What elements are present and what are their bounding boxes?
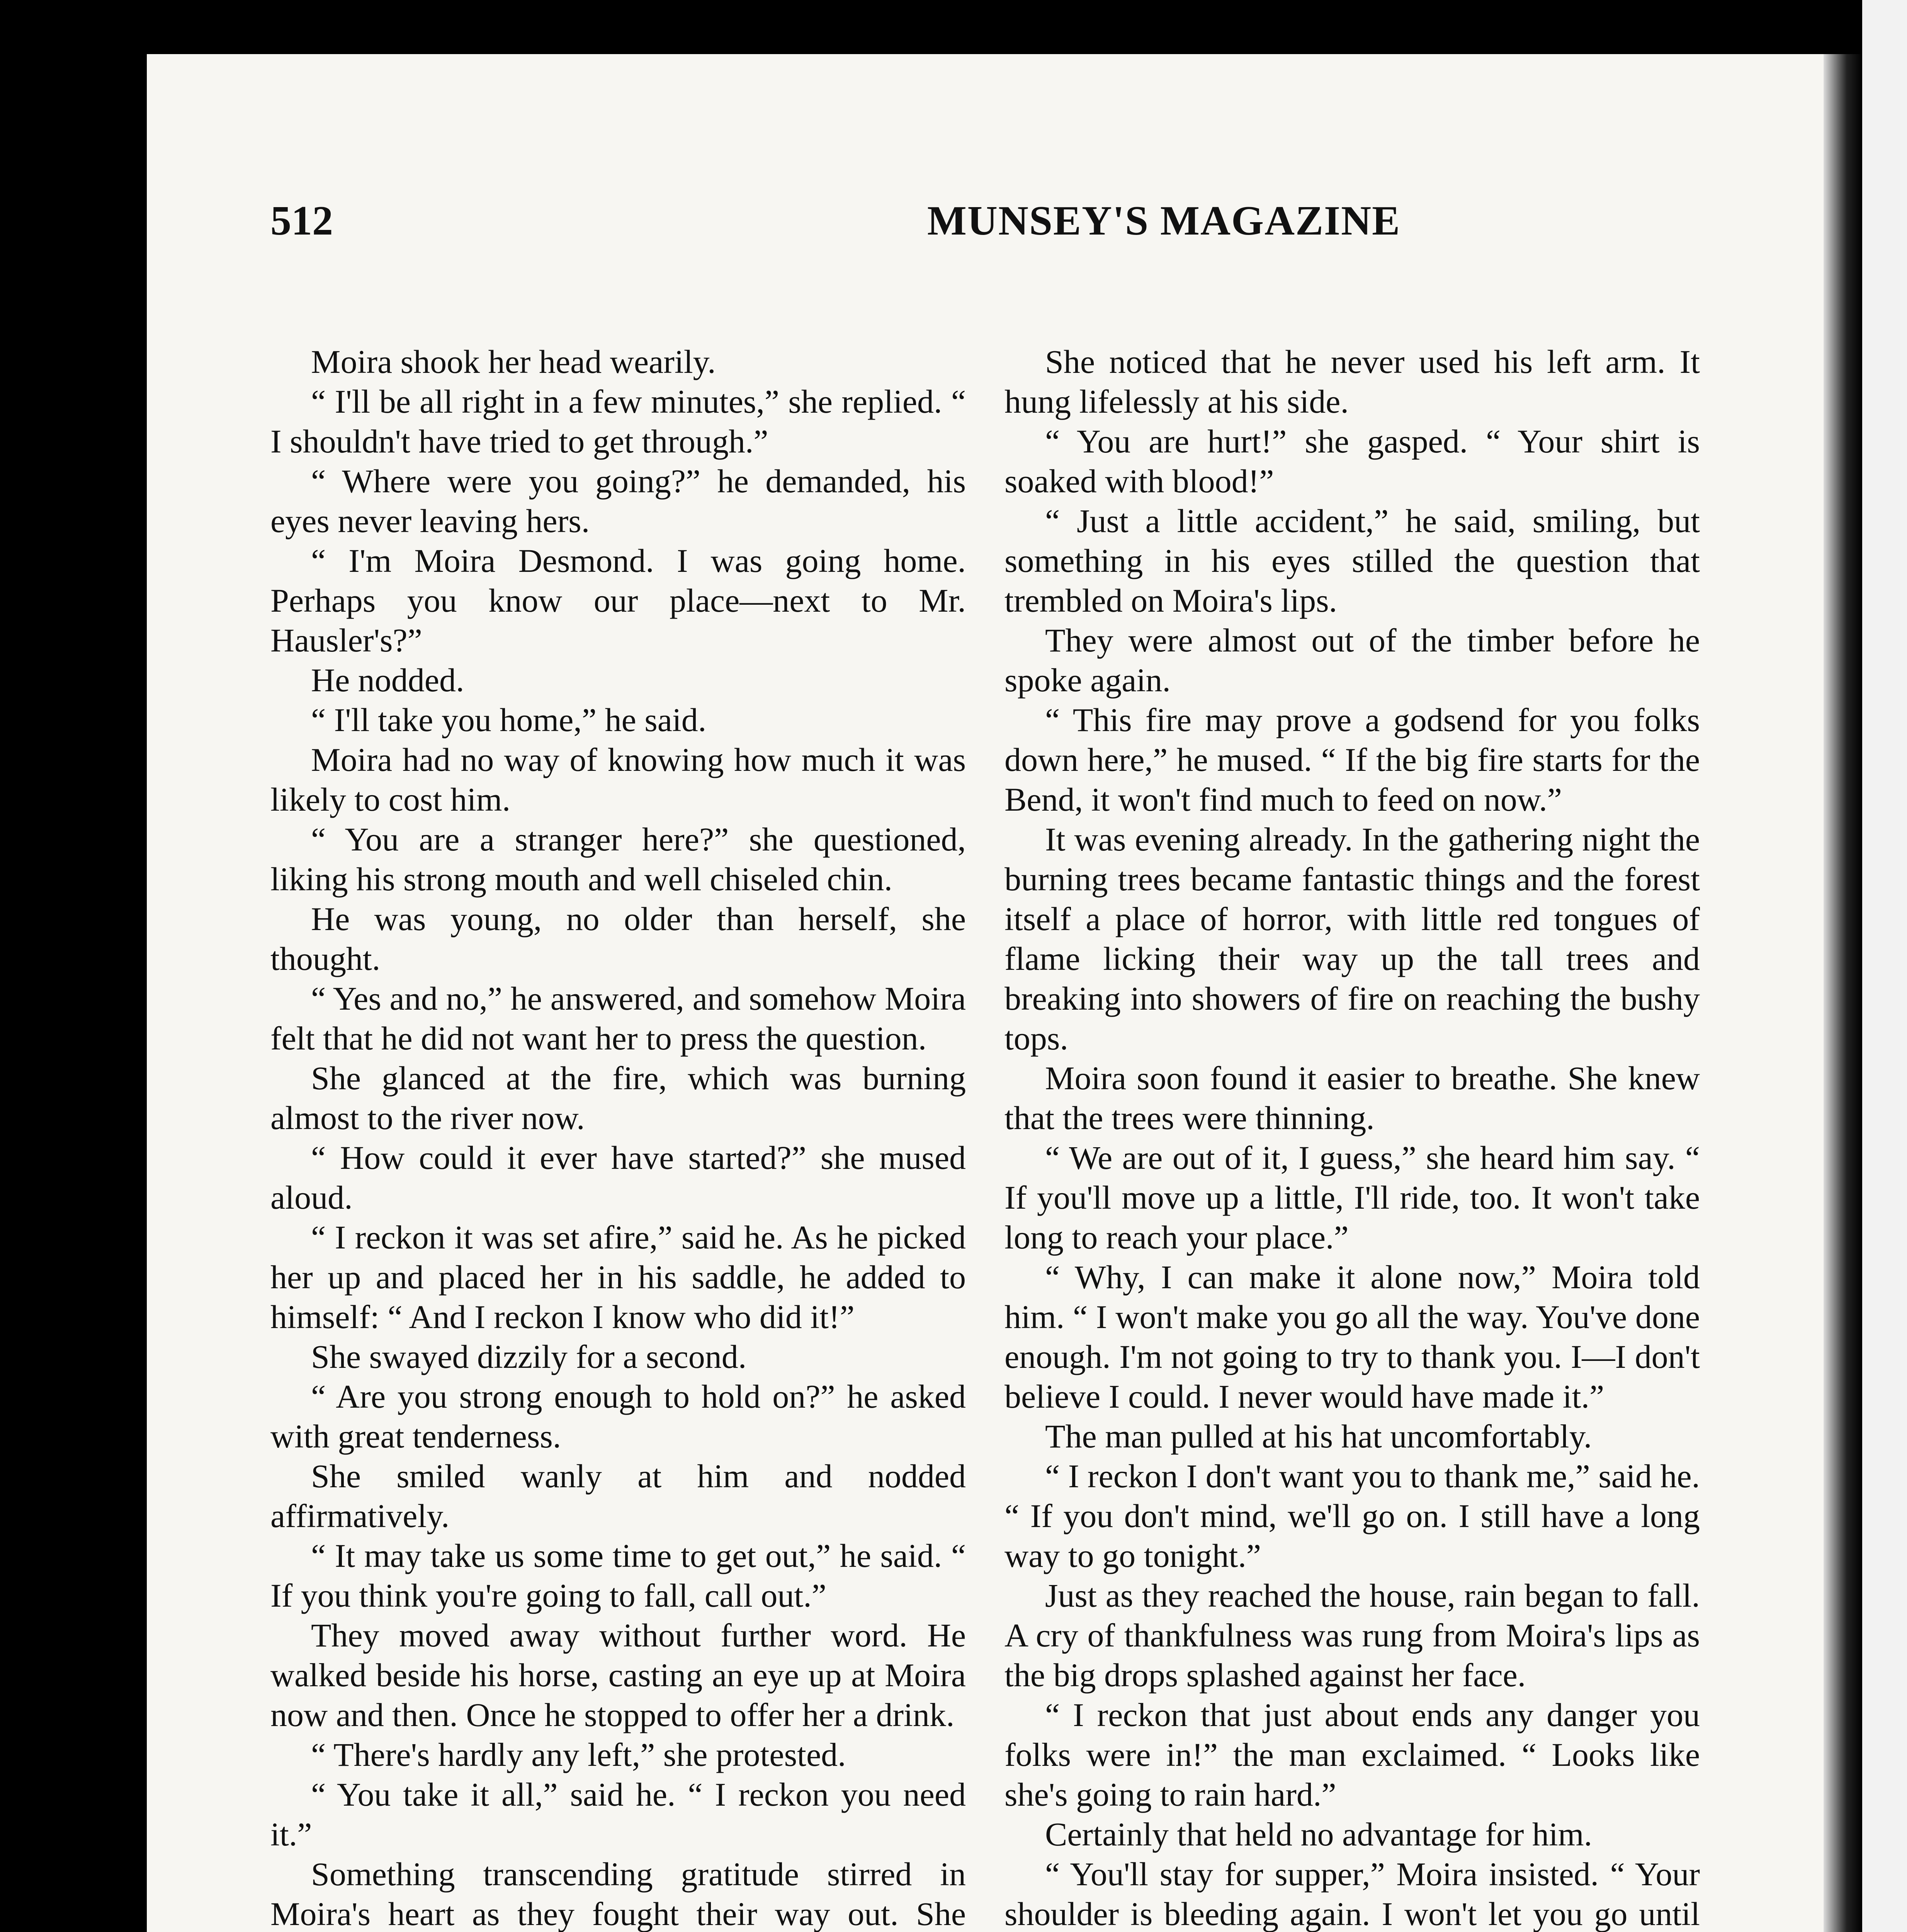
paragraph: “ Are you strong enough to hold on?” he asked with great tenderness. [270,1378,966,1455]
paragraph: “ I reckon that just about ends any danger you folks were in!” the man exclaimed. “ Looks like she's going to rain hard.” [1004,1696,1700,1813]
paragraph: Moira had no way of knowing how much it was likely to cost him. [270,741,966,818]
paragraph: “ It may take us some time to get out,” he said. “ If you think you're going to fall, call out.” [270,1537,966,1614]
paragraph: He nodded. [311,662,464,699]
paragraph: “ I'm Moira Desmond. I was going home. Perhaps you know our place—next to Mr. Hausler's?” [270,542,966,659]
paragraph: “ Why, I can make it alone now,” Moira told him. “ I won't make you go all the way. You've done enough. I'm not going to try to thank you. I—I don't believe I could. I never would have made it.” [1004,1259,1700,1415]
paragraph: She glanced at the fire, which was burning almost to the river now. [270,1060,966,1136]
left-column [270,342,966,1932]
page-header [270,197,1777,263]
paragraph: He was young, no older than herself, she thought. [270,900,966,977]
magazine-page [147,54,1862,1932]
binding-shadow [1824,54,1862,1932]
paragraph: The man pulled at his hat uncomfortably. [1045,1418,1592,1455]
paragraph: “ You take it all,” said he. “ I reckon you need it.” [270,1776,966,1853]
right-column [1004,342,1700,1932]
paragraph: Just as they reached the house, rain began to fall. A cry of thankfulness was rung from Moira's lips as the big drops splashed against her face. [1004,1577,1700,1694]
paragraph: “ Yes and no,” he answered, and somehow Moira felt that he did not want her to press the question. [270,980,966,1057]
paragraph: “ Just a little accident,” he said, smiling, but something in his eyes stilled the question that trembled on Moira's lips. [1004,502,1700,619]
paragraph: “ You are hurt!” she gasped. “ Your shirt is soaked with blood!” [1004,423,1700,500]
paragraph: “ I'll take you home,” he said. [311,701,707,738]
paragraph: “ I'll be all right in a few minutes,” she replied. “ I shouldn't have tried to get through.” [270,383,966,460]
paragraph: “ Where were you going?” he demanded, his eyes never leaving hers. [270,463,966,539]
running-head: MUNSEY'S MAGAZINE [927,198,1401,244]
paragraph: She smiled wanly at him and nodded affirmatively. [270,1458,966,1534]
right-border [1862,0,1907,1932]
paragraph: Moira soon found it easier to breathe. She knew that the trees were thinning. [1004,1060,1700,1136]
paragraph: “ You are a stranger here?” she questioned, liking his strong mouth and well chiseled chin. [270,821,966,898]
paragraph: “ There's hardly any left,” she protested. [311,1736,846,1773]
paragraph: “ This fire may prove a godsend for you folks down here,” he mused. “ If the big fire starts for the Bend, it won't find much to feed on now.” [1004,701,1700,818]
paragraph: “ I reckon I don't want you to thank me,” said he. “ If you don't mind, we'll go on. I still have a long way to go tonight.” [1004,1458,1700,1574]
page-number: 512 [270,198,333,244]
paragraph: “ How could it ever have started?” she mused aloud. [270,1139,966,1216]
paragraph: She swayed dizzily for a second. [311,1338,747,1375]
paragraph: She noticed that he never used his left arm. It hung lifelessly at his side. [1004,343,1700,420]
paragraph: Something transcending gratitude stirred in Moira's heart as they fought their way out. She [270,1855,966,1932]
paragraph: “ We are out of it, I guess,” she heard him say. “ If you'll move up a little, I'll ride, too. It won't take long to reach your place.” [1004,1139,1700,1256]
paragraph: “ You'll stay for supper,” Moira insisted. “ Your shoulder is bleeding again. I won't let you go until [1004,1855,1700,1932]
paragraph: Moira shook her head wearily. [311,343,716,380]
paragraph: They were almost out of the timber before he spoke again. [1004,622,1700,699]
paragraph: “ I reckon it was set afire,” said he. As he picked her up and placed her in his saddle, he added to himself: “ And I reckon I know who did it!” [270,1219,966,1335]
paragraph: It was evening already. In the gathering night the burning trees became fantastic things and the forest itself a place of horror, with little red tongues of flame licking their way up the tall trees and breaking into showers of fire on reaching the bushy tops. [1004,821,1700,1057]
paragraph: They moved away without further word. He walked beside his horse, casting an eye up at Moira now and then. Once he stopped to offer her a drink. [270,1617,966,1733]
paragraph: Certainly that held no advantage for him. [1045,1816,1593,1853]
